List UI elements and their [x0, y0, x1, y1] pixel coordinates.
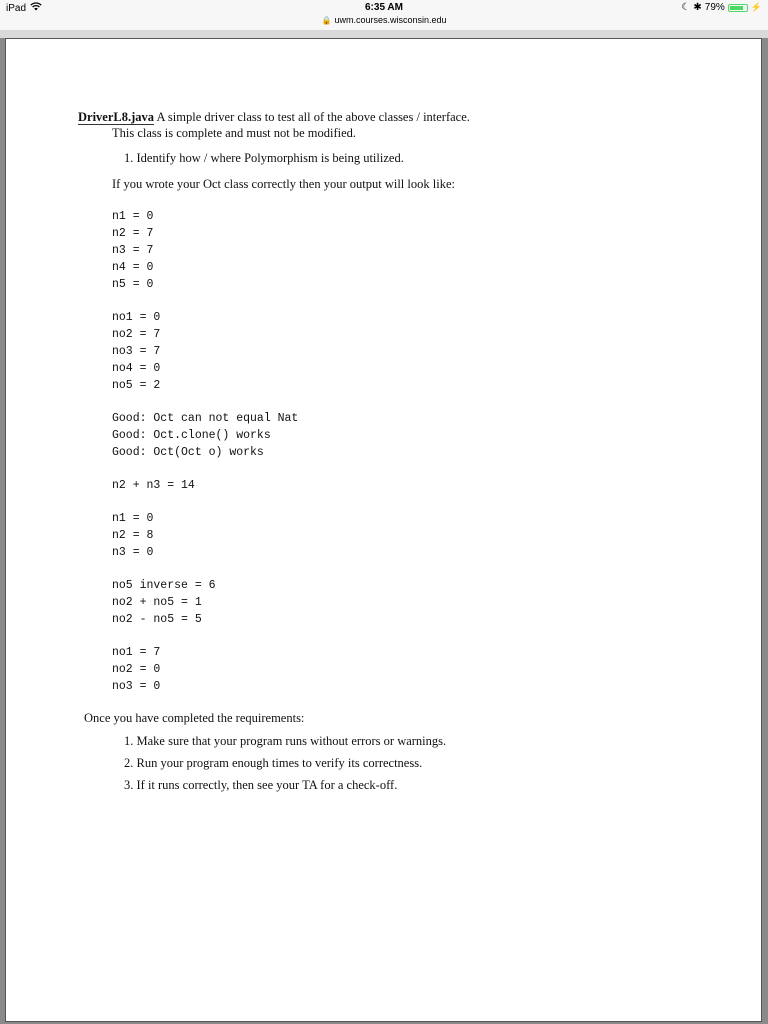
output-group — [112, 644, 698, 695]
output-group — [112, 577, 698, 628]
output-group — [112, 477, 698, 494]
output-line: n4 = 0 — [112, 261, 154, 274]
lock-icon: 🔒 — [321, 16, 332, 25]
output-line: no2 = 0 — [112, 663, 161, 676]
requirement-item: 1. Make sure that your program runs without errors or warnings. — [124, 734, 447, 748]
requirements-list — [78, 734, 698, 793]
document-page — [5, 38, 762, 1022]
output-intro: If you wrote your Oct class correctly then your output will look like: — [112, 177, 455, 191]
output-line: no2 - no5 = 5 — [112, 613, 202, 626]
status-bar — [0, 0, 768, 30]
output-line: n3 = 7 — [112, 244, 154, 257]
battery-fill — [730, 6, 743, 10]
address-bar[interactable] — [0, 15, 768, 25]
bluetooth-icon: ✱ — [693, 2, 702, 13]
output-line: no3 = 7 — [112, 345, 161, 358]
requirement-item: 3. If it runs correctly, then see your TA for a check-off. — [124, 778, 398, 792]
battery-icon — [728, 4, 748, 12]
device-label: iPad — [6, 2, 27, 14]
output-line: Good: Oct can not equal Nat — [112, 412, 299, 425]
output-line: Good: Oct(Oct o) works — [112, 446, 264, 459]
output-group — [112, 208, 698, 293]
output-line: Good: Oct.clone() works — [112, 429, 271, 442]
clock: 6:35 AM — [365, 2, 403, 13]
intro-text: A simple driver class to test all of the above classes / interface. — [154, 110, 470, 124]
filename: DriverL8.java — [78, 110, 155, 124]
intro-line-2: This class is complete and must not be modified. — [112, 126, 357, 140]
output-line: n1 = 0 — [112, 210, 154, 223]
output-line: no2 = 7 — [112, 328, 161, 341]
battery-percent: 79% — [704, 2, 725, 13]
document-content — [78, 109, 698, 793]
task-item: 1. Identify how / where Polymorphism is being utilized. — [124, 151, 404, 165]
output-line: no1 = 0 — [112, 311, 161, 324]
output-line: no5 = 2 — [112, 379, 161, 392]
output-line: no4 = 0 — [112, 362, 161, 375]
output-line: n2 + n3 = 14 — [112, 479, 195, 492]
output-line: n2 = 8 — [112, 529, 154, 542]
output-line: no1 = 7 — [112, 646, 161, 659]
output-line: n2 = 7 — [112, 227, 154, 240]
output-group — [112, 309, 698, 394]
output-group — [112, 410, 698, 461]
output-line: no5 inverse = 6 — [112, 579, 216, 592]
toolbar-divider — [0, 30, 768, 38]
requirements-intro: Once you have completed the requirements: — [84, 711, 305, 725]
charging-icon: ⚡ — [750, 2, 762, 12]
output-line: n1 = 0 — [112, 512, 154, 525]
expected-output — [78, 208, 698, 695]
output-line: n5 = 0 — [112, 278, 154, 291]
output-line: no2 + no5 = 1 — [112, 596, 202, 609]
moon-icon: ☾ — [681, 2, 691, 13]
requirement-item: 2. Run your program enough times to verify its correctness. — [124, 756, 423, 770]
output-group — [112, 510, 698, 561]
status-right — [681, 2, 762, 13]
output-line: no3 = 0 — [112, 680, 161, 693]
url-text: uwm.courses.wisconsin.edu — [334, 15, 447, 25]
output-line: n3 = 0 — [112, 546, 154, 559]
driver-heading-paragraph — [78, 109, 698, 125]
